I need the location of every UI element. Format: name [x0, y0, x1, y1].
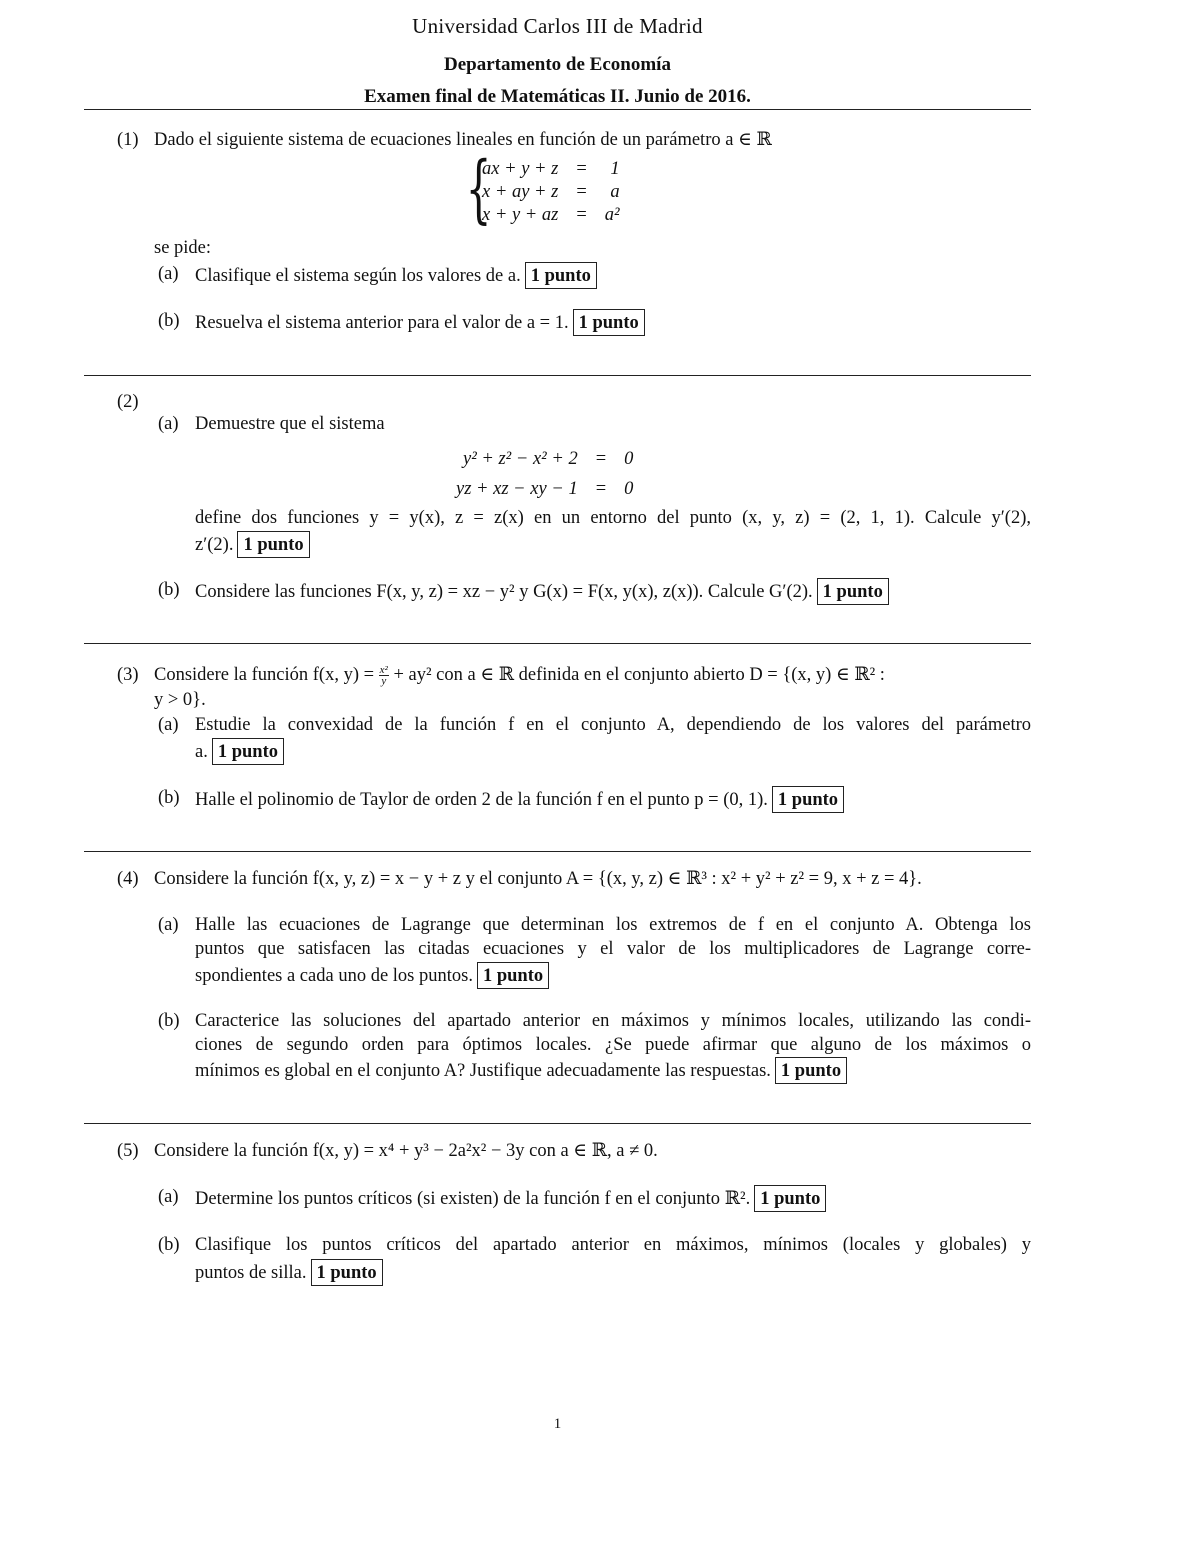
equation-op: =	[576, 159, 587, 179]
section-rule	[84, 1123, 1031, 1124]
q3-intro	[154, 663, 885, 687]
q5-number: (5)	[117, 1141, 139, 1161]
points-box: 1 punto	[311, 1259, 383, 1286]
q2a-text: Demuestre que el sistema	[195, 414, 385, 434]
university-title: Universidad Carlos III de Madrid	[412, 14, 703, 38]
equation-lhs: x + y + az	[482, 205, 559, 225]
equation-lhs: ax + y + z	[482, 159, 559, 179]
q2b-label: (b)	[158, 580, 180, 600]
q3b-item	[195, 786, 844, 813]
q3a-text-end: a.	[195, 742, 208, 762]
equation-lhs: yz + xz − xy − 1	[456, 478, 578, 499]
q4b-line2: ciones de segundo orden para óptimos locales. ¿Se puede afirmar que alguno de los máximos o	[195, 1035, 1031, 1055]
equation-op: =	[576, 205, 587, 225]
q1b-text: Resuelva el sistema anterior para el valor de a = 1.	[195, 313, 569, 333]
q1-number: (1)	[117, 130, 139, 150]
q4-number: (4)	[117, 869, 139, 889]
q2-equation-1	[452, 444, 637, 474]
points-box: 1 punto	[775, 1057, 847, 1084]
equation-op: =	[576, 182, 587, 202]
equation-lhs: y² + z² − x² + 2	[462, 448, 578, 469]
q5a-item	[195, 1185, 826, 1212]
points-box: 1 punto	[212, 738, 284, 765]
q1b-label: (b)	[158, 311, 180, 331]
q1-se-pide: se pide:	[154, 238, 212, 258]
q4b-item-end	[195, 1057, 847, 1084]
q3b-text: Halle el polinomio de Taylor de orden 2 de la función f en el punto p = (0, 1).	[195, 790, 768, 810]
q2-equation-2	[452, 474, 637, 504]
q4a-line2: puntos que satisfacen las citadas ecuaciones y el valor de los multiplicadores de Lagrange corre-	[195, 939, 1031, 959]
header-rule	[84, 109, 1031, 110]
q3-number: (3)	[117, 665, 139, 685]
fraction-denominator: y	[381, 675, 387, 688]
points-box: 1 punto	[754, 1185, 826, 1212]
q3-intro-pre: Considere la función f(x, y) =	[154, 665, 375, 685]
q4a-line1: Halle las ecuaciones de Lagrange que determinan los extremos de f en el conjunto A. Obtenga los	[195, 915, 1031, 935]
page-number: 1	[553, 1416, 562, 1432]
system-brace: {	[465, 146, 492, 232]
q4a-label: (a)	[158, 915, 179, 935]
equation-rhs: 1	[610, 159, 620, 179]
equation-rhs: a²	[604, 205, 620, 225]
q4b-label: (b)	[158, 1011, 180, 1031]
q5a-label: (a)	[158, 1187, 179, 1207]
q2b-text: Considere las funciones F(x, y, z) = xz − y² y G(x) = F(x, y(x), z(x)). Calcule G′(2).	[195, 582, 813, 602]
q4b-line3: mínimos es global en el conjunto A? Justifique adecuadamente las respuestas.	[195, 1061, 771, 1081]
q3a-label: (a)	[158, 715, 179, 735]
q2-number: (2)	[117, 392, 139, 412]
section-rule	[84, 851, 1031, 852]
points-box: 1 punto	[772, 786, 844, 813]
q1-equation-1	[478, 158, 624, 181]
q3a-text-line1: Estudie la convexidad de la función f en el conjunto A, dependiendo de los valores del parámetro	[195, 715, 1031, 735]
q1-intro: Dado el siguiente sistema de ecuaciones lineales en función de un parámetro a ∈ ℝ	[154, 130, 772, 150]
q3-intro-post: + ay² con a ∈ ℝ definida en el conjunto abierto D = {(x, y) ∈ ℝ² :	[393, 665, 885, 685]
points-box: 1 punto	[237, 531, 309, 558]
q1a-label: (a)	[158, 264, 179, 284]
equation-rhs: 0	[624, 478, 634, 499]
equation-lhs: x + ay + z	[482, 182, 559, 202]
q1-equation-3	[478, 204, 624, 227]
section-rule	[84, 375, 1031, 376]
q2a-label: (a)	[158, 414, 179, 434]
fraction-numerator: x²	[379, 664, 388, 677]
q3b-label: (b)	[158, 788, 180, 808]
equation-op: =	[595, 478, 607, 499]
q1a-text: Clasifique el sistema según los valores de a.	[195, 266, 521, 286]
points-box: 1 punto	[525, 262, 597, 289]
fraction	[379, 665, 389, 686]
q5a-text: Determine los puntos críticos (si existen) de la función f en el conjunto ℝ².	[195, 1189, 751, 1209]
equation-op: =	[595, 448, 607, 469]
q3a-item-end	[195, 738, 284, 765]
equation-rhs: 0	[624, 448, 634, 469]
q5b-line2: puntos de silla.	[195, 1263, 307, 1283]
q2a-text2-line1: define dos funciones y = y(x), z = z(x) en un entorno del punto (x, y, z) = (2, 1, 1). Calcule y′(2),	[195, 508, 1031, 528]
exam-title: Examen final de Matemáticas II. Junio de 2016.	[364, 86, 751, 107]
q1a-item	[195, 262, 597, 289]
points-box: 1 punto	[817, 578, 889, 605]
q2b-item	[195, 578, 889, 605]
points-box: 1 punto	[477, 962, 549, 989]
q2a-text2-line2	[195, 531, 310, 558]
q1-equation-2	[478, 181, 624, 204]
equation-rhs: a	[610, 182, 620, 202]
q5-intro: Considere la función f(x, y) = x⁴ + y³ − 2a²x² − 3y con a ∈ ℝ, a ≠ 0.	[154, 1141, 658, 1161]
department-title: Departamento de Economía	[444, 54, 671, 75]
q1-system	[478, 158, 624, 227]
q4-intro: Considere la función f(x, y, z) = x − y + z y el conjunto A = {(x, y, z) ∈ ℝ³ : x² + y² + z² = 9, x + z = 4}.	[154, 869, 922, 889]
q4b-line1: Caracterice las soluciones del apartado anterior en máximos y mínimos locales, utilizando las condi-	[195, 1011, 1031, 1031]
section-rule	[84, 643, 1031, 644]
q3-intro-line2: y > 0}.	[154, 690, 206, 710]
q1b-item	[195, 309, 645, 336]
q2a-text2-end: z′(2).	[195, 535, 234, 555]
points-box: 1 punto	[573, 309, 645, 336]
q5b-line1: Clasifique los puntos críticos del apartado anterior en máximos, mínimos (locales y globales) y	[195, 1235, 1031, 1255]
q2-system	[452, 444, 637, 504]
q4a-line3: spondientes a cada uno de los puntos.	[195, 966, 473, 986]
q4a-item-end	[195, 962, 549, 989]
q5b-item-end	[195, 1259, 383, 1286]
q5b-label: (b)	[158, 1235, 180, 1255]
